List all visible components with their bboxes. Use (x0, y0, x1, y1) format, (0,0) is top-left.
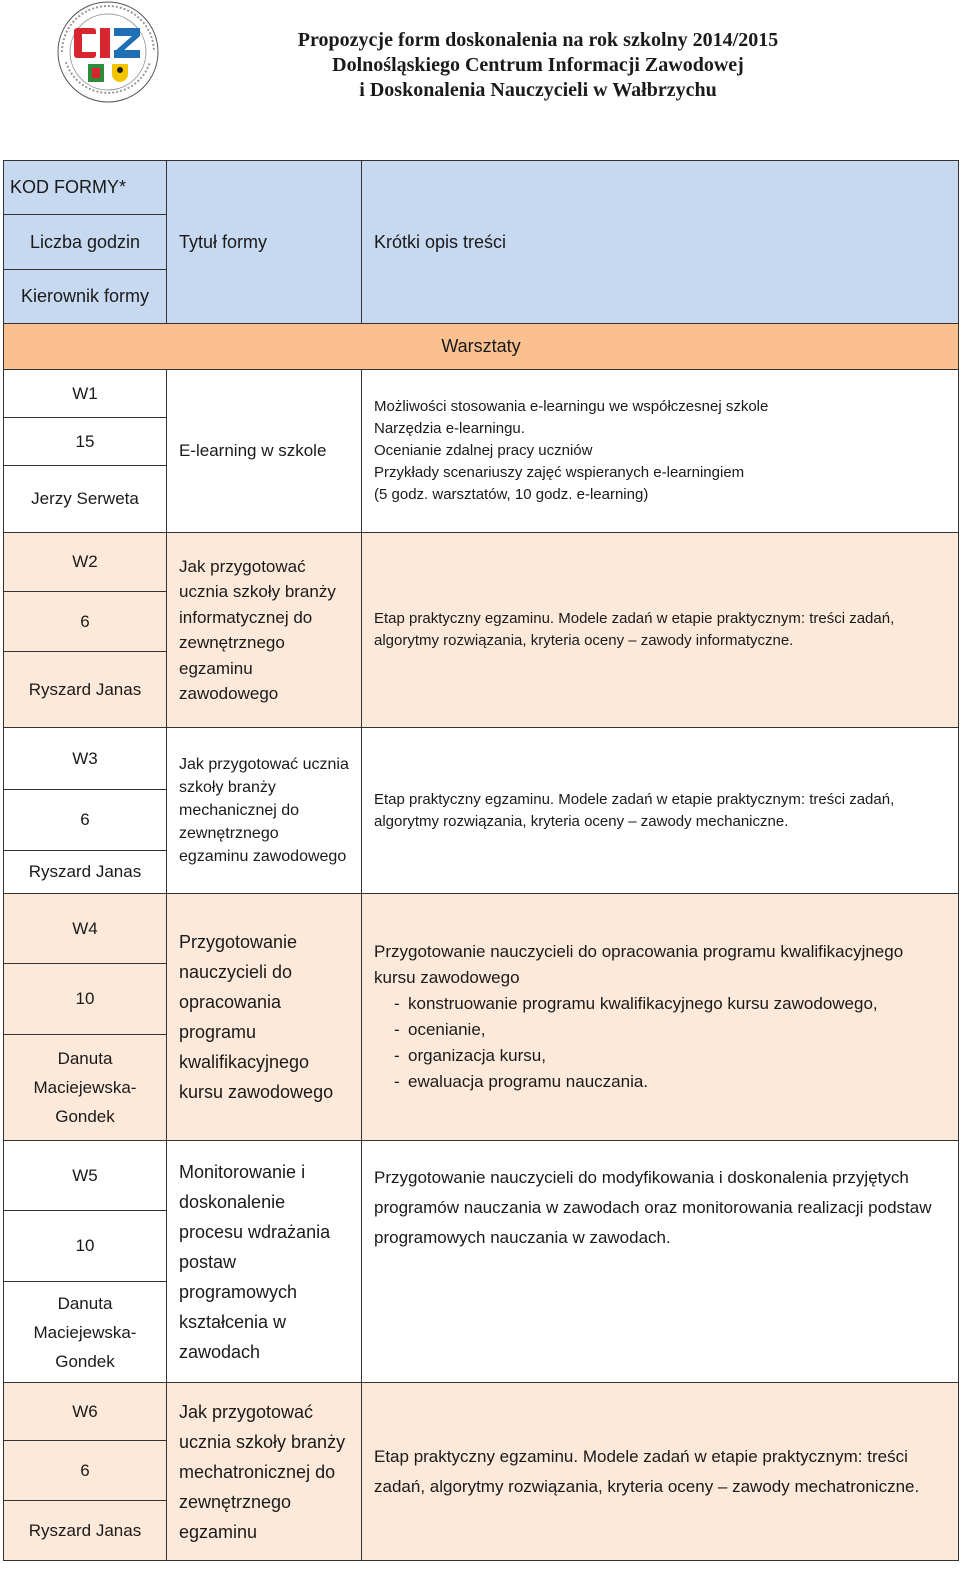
row-hours: 6 (4, 592, 167, 652)
courses-table (3, 160, 959, 1561)
row-code: W3 (4, 728, 167, 790)
row-hours: 6 (4, 790, 167, 851)
row-lead: Ryszard Janas (4, 1501, 167, 1561)
desc-line: (5 godz. warsztatów, 10 godz. e-learning) (374, 486, 649, 503)
row-code: W4 (4, 894, 167, 964)
ciz-logo (52, 0, 164, 104)
row-code: W5 (4, 1141, 167, 1211)
row-title: Jak przygotować ucznia szkoły branży informatycznej do zewnętrznego egzaminu zawodowego (167, 533, 362, 728)
row-description (362, 894, 959, 1141)
row-title: Jak przygotować ucznia szkoły branży mechatronicznej do zewnętrznego egzaminu (167, 1383, 362, 1561)
desc-line: Ocenianie zdalnej pracy uczniów (374, 442, 593, 459)
table-row (4, 533, 959, 592)
row-lead: Ryszard Janas (4, 851, 167, 894)
header-line-1: Propozycje form doskonalenia na rok szkolny 2014/2015 (297, 29, 779, 51)
document-header (258, 28, 818, 103)
row-title: Przygotowanie nauczycieli do opracowania programu kwalifikacyjnego kursu zawodowego (167, 894, 362, 1141)
header-hours: Liczba godzin (4, 215, 167, 270)
section-title: Warsztaty (4, 324, 959, 370)
header-title-cell (167, 161, 362, 324)
row-description: Etap praktyczny egzaminu. Modele zadań w etapie praktycznym: treści zadań, algorytmy rozwiązania, kryteria oceny – zawody mechatroniczne. (362, 1383, 959, 1561)
desc-intro: Przygotowanie nauczycieli do opracowania programu kwalifikacyjnego kursu zawodowego (374, 942, 904, 987)
table-row (4, 1141, 959, 1211)
row-description: Etap praktyczny egzaminu. Modele zadań w etapie praktycznym: treści zadań, algorytmy rozwiązania, kryteria oceny – zawody informatyczne. (362, 533, 959, 728)
desc-line: Przykłady scenariuszy zajęć wspieranych e-learningiem (374, 464, 745, 481)
row-hours: 15 (4, 418, 167, 466)
header-code: KOD FORMY* (4, 161, 167, 215)
row-lead: Danuta Maciejewska-Gondek (4, 1035, 167, 1141)
header-title: Tytuł formy (179, 231, 268, 252)
row-lead: Danuta Maciejewska-Gondek (4, 1282, 167, 1383)
row-description (362, 370, 959, 533)
row-code: W6 (4, 1383, 167, 1441)
list-item: - organizacja kursu, (394, 1043, 946, 1069)
row-hours: 10 (4, 1211, 167, 1282)
list-item: - ewaluacja programu nauczania. (394, 1069, 946, 1095)
desc-line: Możliwości stosowania e-learningu we współczesnej szkole (374, 398, 769, 415)
header-lead: Kierownik formy (4, 270, 167, 324)
table-row (4, 728, 959, 790)
header-row-code (4, 161, 959, 215)
row-code: W2 (4, 533, 167, 592)
row-description: Etap praktyczny egzaminu. Modele zadań w etapie praktycznym: treści zadań, algorytmy rozwiązania, kryteria oceny – zawody mechaniczne. (362, 728, 959, 894)
list-item: - ocenianie, (394, 1017, 946, 1043)
row-code: W1 (4, 370, 167, 418)
table-row (4, 894, 959, 964)
row-title: Monitorowanie i doskonalenie procesu wdrażania postaw programowych kształcenia w zawodach (167, 1141, 362, 1383)
desc-line: Narzędzia e-learningu. (374, 420, 525, 437)
list-item: - konstruowanie programu kwalifikacyjnego kursu zawodowego, (394, 991, 946, 1017)
table-row (4, 1383, 959, 1441)
header-desc: Krótki opis treści (374, 231, 507, 252)
header-desc-cell (362, 161, 959, 324)
desc-list (374, 991, 946, 1095)
row-hours: 10 (4, 964, 167, 1035)
row-title: Jak przygotować ucznia szkoły branży mechanicznej do zewnętrznego egzaminu zawodowego (167, 728, 362, 894)
table-row (4, 370, 959, 418)
row-lead: Jerzy Serweta (4, 466, 167, 533)
row-title: E-learning w szkole (167, 370, 362, 533)
row-lead: Ryszard Janas (4, 652, 167, 728)
section-row (4, 324, 959, 370)
header-line-2: Dolnośląskiego Centrum Informacji Zawodowej (332, 54, 744, 76)
header-line-3: i Doskonalenia Nauczycieli w Wałbrzychu (359, 79, 717, 101)
row-hours: 6 (4, 1441, 167, 1501)
row-description: Przygotowanie nauczycieli do modyfikowania i doskonalenia przyjętych programów nauczania w zawodach oraz monitorowania realizacji podstaw programowych nauczania w zawodach. (362, 1141, 959, 1383)
